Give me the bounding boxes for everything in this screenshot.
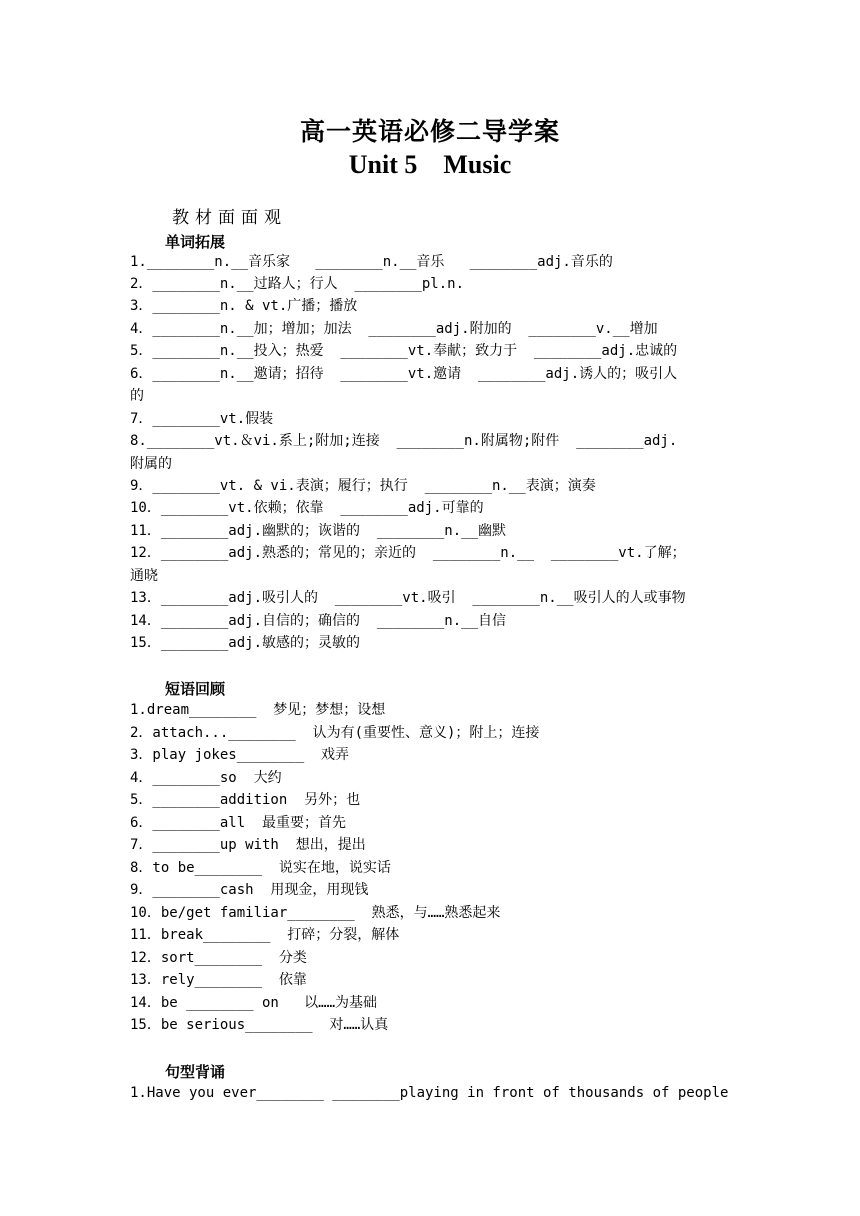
vocab-heading: 单词拓展 [165, 233, 226, 251]
vocab-line: 4．________n.__加；增加；加法 ________adj.附加的 ________v.__增加 [130, 321, 658, 337]
vocab-line: 10．________vt.依赖；依靠 ________adj.可靠的 [130, 500, 484, 516]
vocab-line: 2．________n.__过路人；行人 ________pl.n. [130, 276, 465, 292]
phrase-line: 9．________cash 用现金，用现钱 [130, 882, 369, 898]
vocab-line: 5．________n.__投入；热爱 ________vt.奉献；致力于 ________adj.忠诚的 [130, 343, 678, 359]
vocab-line: 12．________adj.熟悉的；常见的；亲近的 ________n.__ ________vt.了解； [130, 545, 686, 561]
sentence-line: 1.Have you ever________ ________playing in front of thousands of people [130, 1085, 729, 1101]
sentences-heading: 句型背诵 [165, 1063, 226, 1081]
document-title: 高一英语必修二导学案 [299, 117, 560, 146]
vocab-line: 14．________adj.自信的；确信的 ________n.__自信 [130, 613, 507, 629]
phrase-line: 15．be serious________ 对……认真 [130, 1017, 389, 1033]
phrase-line: 2．attach...________ 认为有(重要性、意义)；附上；连接 [130, 725, 540, 741]
phrases-heading: 短语回顾 [165, 680, 226, 698]
vocab-line-continuation: 附属的 [130, 456, 172, 472]
vocab-line: 9．________vt. & vi.表演；履行；执行 ________n.__表演；演奏 [130, 478, 596, 494]
unit-title: Unit 5 Music [348, 150, 512, 179]
vocab-line: 8.________vt.＆vi.系上;附加;连接 ________n.附属物;附件 ________adj. [130, 433, 678, 449]
section-overview-heading: 教材面面观 [172, 208, 287, 228]
phrase-line: 14．be ________ on 以……为基础 [130, 995, 378, 1011]
phrase-line: 13．rely________ 依靠 [130, 972, 307, 988]
phrase-line: 11．break________ 打碎；分裂，解体 [130, 927, 400, 943]
phrase-line: 8．to be________ 说实在地，说实话 [130, 860, 391, 876]
phrase-line: 5．________addition 另外；也 [130, 792, 361, 808]
vocab-line-continuation: 的 [130, 388, 144, 404]
phrase-line: 4．________so 大约 [130, 770, 282, 786]
vocab-line: 6．________n.__邀请；招待 ________vt.邀请 ________adj.诱人的；吸引人 [130, 366, 678, 382]
vocab-line: 3．________n. & vt.广播；播放 [130, 298, 358, 314]
phrase-line: 3．play jokes________ 戏弄 [130, 747, 350, 763]
phrase-line: 10．be/get familiar________ 熟悉，与……熟悉起来 [130, 905, 501, 921]
phrase-line: 6．________all 最重要；首先 [130, 815, 347, 831]
phrase-line: 7．________up with 想出，提出 [130, 837, 366, 853]
vocab-line: 15．________adj.敏感的；灵敏的 [130, 635, 361, 651]
vocab-line: 11．________adj.幽默的；诙谐的 ________n.__幽默 [130, 523, 507, 539]
phrase-line: 1.dream________ 梦见；梦想；设想 [130, 702, 386, 718]
vocab-line: 1.________n.__音乐家 ________n.__音乐 ________adj.音乐的 [130, 254, 613, 270]
vocab-line-continuation: 通晓 [130, 568, 158, 584]
vocab-line: 7．________vt.假装 [130, 411, 274, 427]
vocab-line: 13．________adj.吸引人的 ________vt.吸引 ________n.__吸引人的人或事物 [130, 590, 686, 606]
phrase-line: 12．sort________ 分类 [130, 950, 307, 966]
